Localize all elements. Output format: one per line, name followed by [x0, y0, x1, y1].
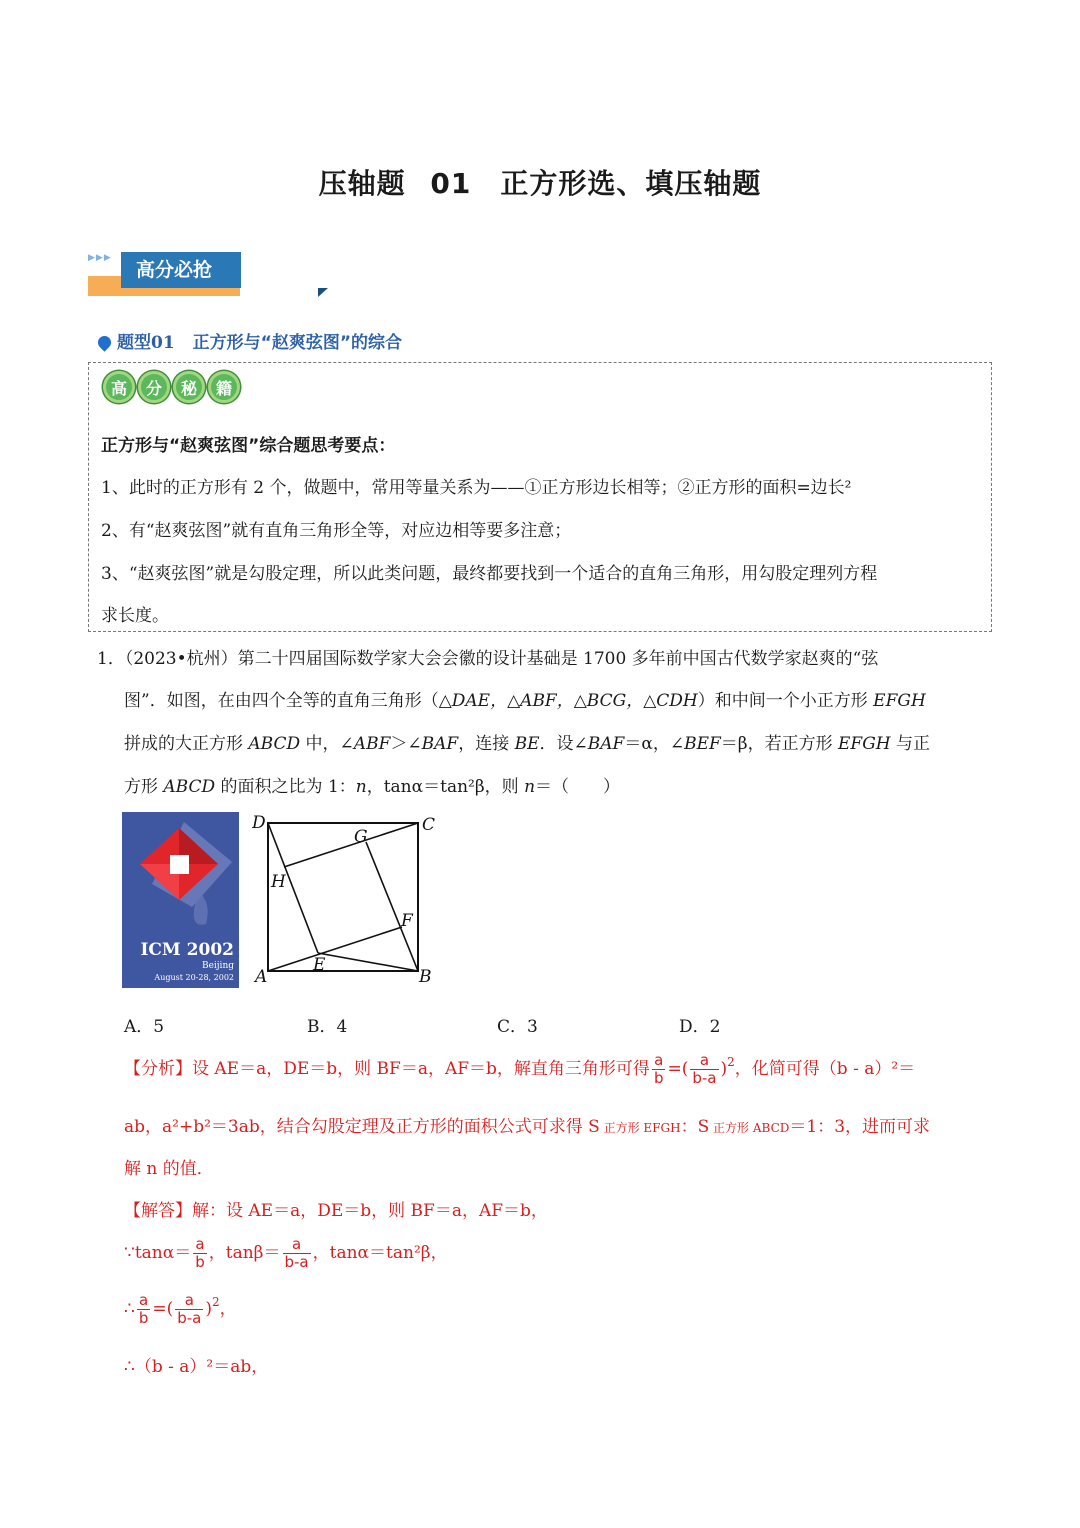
badge-mi: 秘: [173, 371, 205, 403]
badge-gao: 高: [103, 371, 135, 403]
label-E: E: [313, 955, 326, 975]
location-pin-icon: [95, 333, 113, 351]
label-F: F: [401, 911, 413, 931]
arrow-dots-icon: ▶▶▶: [88, 253, 112, 263]
analysis-line-1: 【分析】设 AE＝a，DE＝b，则 BF＝a，AF＝b，解直角三角形可得 $\frac{a}{b}$ =( $\frac{a}{b-a}$ )$^2$，化简可得（b - a）²＝: [124, 1051, 916, 1087]
label-A: A: [255, 967, 268, 987]
label-C: C: [422, 815, 436, 835]
zhao-shuang-diagram: [252, 810, 442, 990]
solution-line-3: ∴ $\frac{a}{b}$ =( $\frac{a}{b-a}$ )$^2$，: [124, 1291, 237, 1327]
logo-title: ICM 2002: [140, 940, 234, 960]
tips-box: [88, 362, 992, 632]
tips-badges: [103, 371, 240, 403]
analysis-line-3: 解 n 的值．: [124, 1159, 214, 1179]
question-type-prefix: 题型: [117, 333, 151, 353]
question-type-number: 01: [151, 333, 175, 353]
label-G: G: [354, 827, 368, 847]
tip-line-2: 2、有“赵爽弦图”就有直角三角形全等，对应边相等要多注意；: [101, 521, 572, 541]
solution-line-2: ∵tanα＝ $\frac{a}{b}$ ，tanβ＝ $\frac{a}{b-a}$ ，tanα＝tan²β，: [124, 1235, 448, 1271]
label-H: H: [271, 872, 286, 892]
badge-fen: 分: [138, 371, 170, 403]
tip-line-1: 1、此时的正方形有 2 个，做题中，常用等量关系为——①正方形边长相等；②正方形的面积=边长²: [101, 478, 852, 498]
tips-heading: 正方形与“赵爽弦图”综合题思考要点：: [101, 436, 396, 456]
page-title: 压轴题 01 正方形选、填压轴题: [318, 167, 762, 200]
tip-line-3: 3、“赵爽弦图”就是勾股定理，所以此类问题，最终都要找到一个适合的直角三角形，用勾股定理列方程: [101, 564, 878, 584]
label-D: D: [252, 813, 266, 833]
label-B: B: [419, 967, 432, 987]
section-banner: [86, 248, 246, 302]
solution-line-4: ∴（b - a）²＝ab，: [124, 1357, 269, 1377]
question-line-1: 1．（2023•杭州）第二十四届国际数学家大会会徽的设计基础是 1700 多年前中国古代数学家赵爽的“弦: [97, 649, 879, 669]
question-type-title: 正方形与“赵爽弦图”的综合: [192, 333, 403, 353]
banner-fold: [318, 288, 328, 297]
badge-ji: 籍: [208, 371, 240, 403]
option-d[interactable]: D．2: [679, 1017, 721, 1037]
option-a[interactable]: A．5: [124, 1017, 165, 1037]
logo-date: August 20-28, 2002: [154, 973, 234, 982]
question-type-heading: [98, 328, 402, 353]
question-line-2: 图”．如图，在由四个全等的直角三角形（△DAE，△ABF，△BCG，△CDH）和中间一个小正方形 EFGH: [124, 691, 926, 711]
question-line-4: 方形 ABCD 的面积之比为 1：n，tanα＝tan²β，则 n＝（ ）: [124, 777, 621, 797]
analysis-line-2: ab，a²+b²＝3ab，结合勾股定理及正方形的面积公式可求得 S 正方形 EFGH：S 正方形 ABCD＝1：3，进而可求: [124, 1117, 931, 1137]
tip-line-4: 求长度。: [101, 606, 169, 626]
solution-line-1: 【解答】解：设 AE＝a，DE＝b，则 BF＝a，AF＝b，: [124, 1201, 548, 1221]
option-b[interactable]: B．4: [307, 1017, 348, 1037]
question-line-3: 拼成的大正方形 ABCD 中，∠ABF＞∠BAF，连接 BE．设∠BAF＝α，∠BEF＝β，若正方形 EFGH 与正: [124, 734, 931, 754]
option-c[interactable]: C．3: [497, 1017, 538, 1037]
icm-2002-logo: [122, 812, 239, 988]
logo-city: Beijing: [201, 961, 234, 971]
banner-label: 高分必抢: [121, 252, 241, 288]
